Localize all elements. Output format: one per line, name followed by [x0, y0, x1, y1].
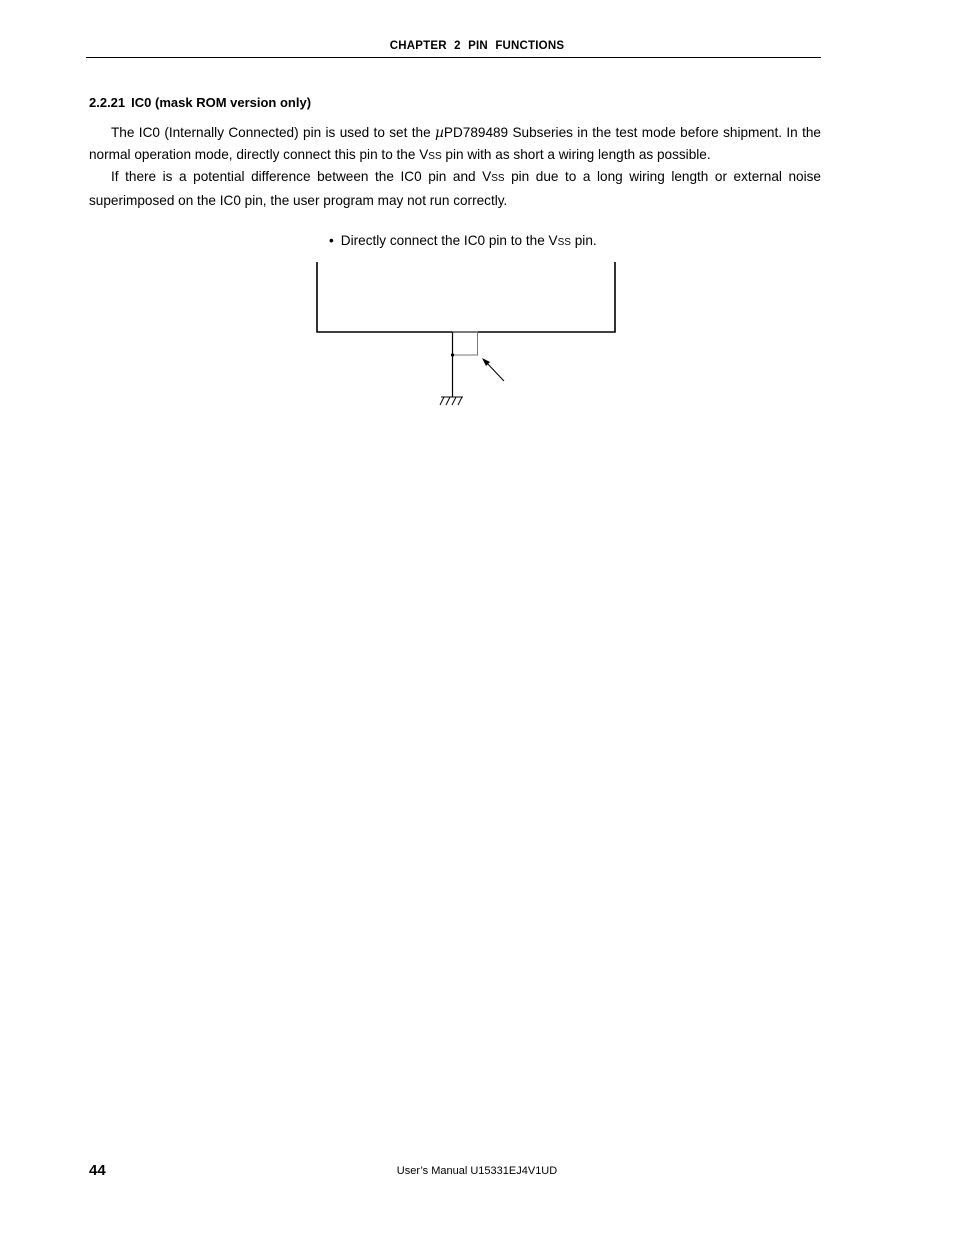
bullet-icon: •	[329, 233, 334, 248]
vss-subscript: SS	[428, 151, 442, 162]
bullet-text-a: Directly connect the IC0 pin to the V	[340, 233, 558, 248]
paragraph-ic0-purpose	[89, 122, 821, 168]
chapter-header: CHAPTER 2 PIN FUNCTIONS	[389, 40, 565, 52]
p1-text-c: pin with as short a wiring length as possible.	[441, 147, 711, 162]
paragraph-potential-difference	[89, 166, 821, 212]
section-title: IC0 (mask ROM version only)	[131, 95, 312, 110]
ic0-pin	[453, 332, 478, 355]
header-rule	[86, 57, 821, 58]
p2-text-a: If there is a potential difference between the IC0 pin and V	[111, 169, 492, 184]
p1-text-a: The IC0 (Internally Connected) pin is used to set the	[111, 125, 436, 140]
connection-dot	[451, 353, 454, 356]
ic0-connection-diagram	[300, 258, 640, 418]
chip-outline	[317, 262, 615, 332]
ground-icon	[440, 397, 463, 405]
bullet-text-b: pin.	[570, 233, 597, 248]
p2-text-b: pin due to a long wiring length or external noise superimposed on the IC0 pin, the user program may not run correctly.	[89, 169, 821, 208]
section-heading	[89, 95, 311, 110]
vss-subscript: SS	[557, 237, 571, 248]
manual-id: User’s Manual U15331EJ4V1UD	[396, 1165, 558, 1177]
p1-text-b: PD789489 Subseries in the test mode before shipment. In the normal operation mode, directly connect this pin to the V	[89, 125, 821, 162]
bullet-item	[329, 233, 597, 248]
page-number: 44	[89, 1162, 106, 1179]
mu-symbol: µ	[435, 125, 444, 141]
vss-subscript: SS	[491, 173, 505, 184]
arrow-icon	[482, 358, 504, 381]
section-number: 2.2.21	[89, 95, 126, 110]
